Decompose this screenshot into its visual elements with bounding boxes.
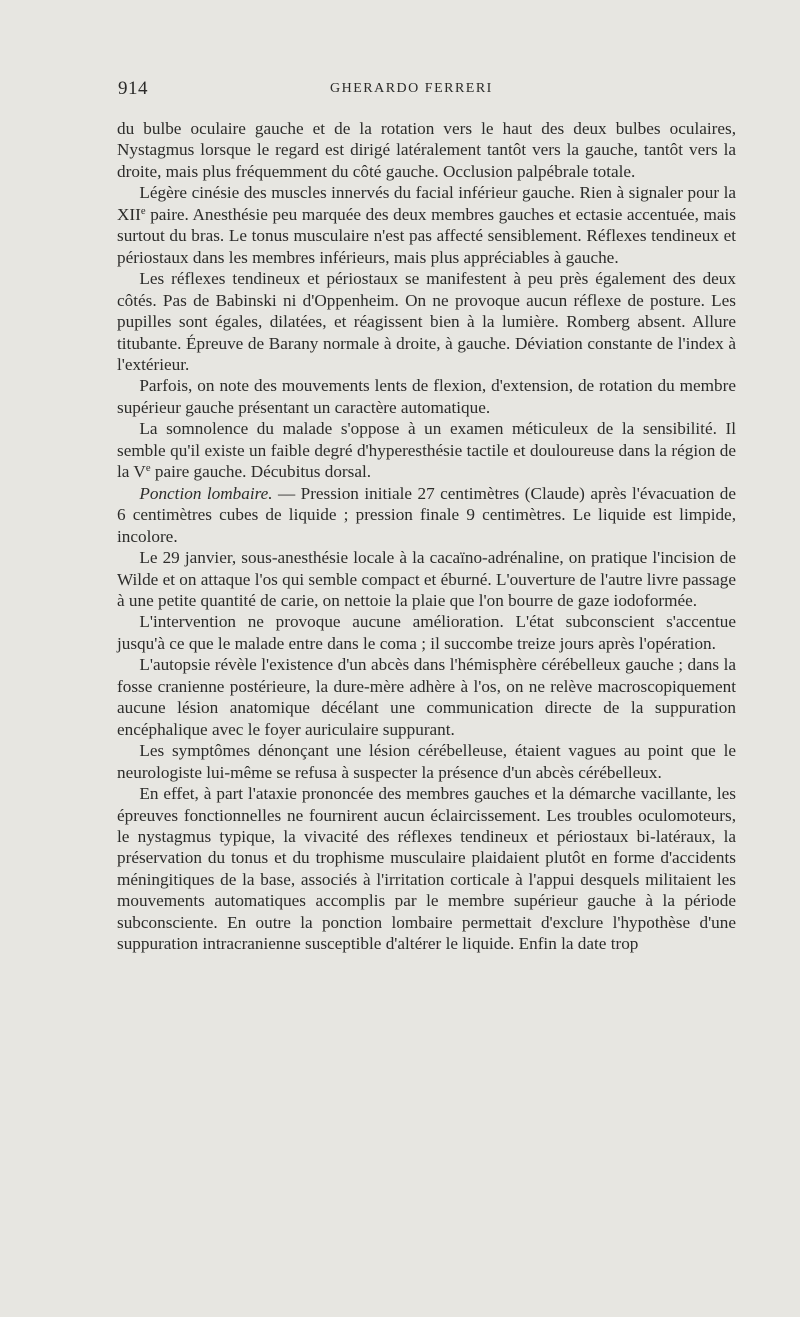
running-head: GHERARDO FERRERI: [330, 81, 493, 96]
paragraph-text: Les réflexes tendineux et périostaux se manifestent à peu près également des deux côtés. Pas de Babinski ni d'Oppenheim. On ne provoque aucun réflexe de posture. Les pupilles sont égales, dilatées, et réagissent bien à la lumière. Romberg absent. Allure titubante. Épreuve de Barany normale à droite, à gauche. Déviation constante de l'index à l'extérieur.: [117, 269, 736, 374]
paragraph-text: L'intervention ne provoque aucune amélioration. L'état subconscient s'accentue jusqu'à ce que le malade entre dans le coma ; il succombe treize jours après l'opération.: [117, 612, 736, 653]
paragraph-text: La somnolence du malade s'oppose à un examen méticuleux de la sensibilité. Il semble qu'il existe un faible degré d'hyperesthésie tactile et douloureuse dans la région de la V: [117, 419, 736, 482]
paragraph-text: Les symptômes dénonçant une lésion cérébelleuse, étaient vagues au point que le neurologiste lui-même se refusa à suspecter la présence d'un abcès cérébelleux.: [117, 741, 736, 782]
paragraph-7: [117, 547, 736, 611]
paragraph-1: [117, 118, 736, 182]
paragraph-text: paire. Anesthésie peu marquée des deux membres gauches et ectasie accentuée, mais surtout du bras. Le tonus musculaire n'est pas affecté sensiblement. Réflexes tendineux et périostaux dans les membres inférieurs, mais plus appréciables à gauche.: [117, 204, 736, 267]
paragraph-2: [117, 182, 736, 268]
paragraph-9: [117, 654, 736, 740]
superscript: e: [145, 463, 151, 475]
paragraph-text: Parfois, on note des mouvements lents de flexion, d'extension, de rotation du membre supérieur gauche présentant un caractère automatique.: [117, 376, 736, 417]
paragraph-4: [117, 375, 736, 418]
paragraph-10: [117, 740, 736, 783]
page-header: [118, 78, 738, 102]
paragraph-8: [117, 611, 736, 654]
paragraph-text: paire gauche. Décubitus dorsal.: [150, 462, 372, 482]
paragraph-text: Le 29 janvier, sous-anesthésie locale à la cacaïno-adrénaline, on pratique l'incision de Wilde et on attaque l'os qui semble compact et éburné. L'ouverture de l'autre livre passage à une petite quantité de carie, on nettoie la plaie que l'on bourre de gaze iodoformée.: [117, 548, 737, 610]
paragraph-text: Légère cinésie des muscles innervés du facial inférieur gauche. Rien à signaler pour la XII: [117, 183, 736, 224]
paragraph-3: [117, 268, 736, 375]
section-heading-italic: Ponction lombaire.: [139, 483, 273, 503]
paragraph-text: L'autopsie révèle l'existence d'un abcès dans l'hémisphère cérébelleux gauche ; dans la fosse cranienne postérieure, la dure-mère adhère à l'os, on ne relève macroscopiquement aucune lésion anatomique décélant une communication directe de la suppuration encéphalique avec le foyer auriculaire suppurant.: [117, 655, 736, 739]
paragraph-11: [117, 783, 736, 955]
paragraph-text: En effet, à part l'ataxie prononcée des membres gauches et la démarche vacillante, les épreuves fonctionnelles ne fournirent aucun éclaircissement. Les troubles oculomoteurs, le nystagmus typique, la vivacité des réflexes tendineux et périostaux bi-latéraux, la préservation du tonus et du trophisme musculaire plaidaient plutôt en forme d'accidents méningitiques de la base, associés à l'irritation corticale à l'appui desquels militaient les mouvements automatiques accomplis par le membre supérieur gauche à la période subconsciente. En outre la ponction lombaire permettait d'exclure l'hypothèse d'une suppuration intracranienne susceptible d'altérer le liquide. Enfin la date trop: [117, 784, 736, 954]
superscript: e: [140, 205, 146, 217]
page-number: 914: [118, 78, 148, 99]
paragraph-text: — Pression initiale 27 centimètres (Claude) après l'évacuation de 6 centimètres cubes de liquide ; pression finale 9 centimètres. Le liquide est limpide, incolore.: [117, 483, 736, 546]
paragraph-text: du bulbe oculaire gauche et de la rotation vers le haut des deux bulbes oculaires, Nystagmus lorsque le regard est dirigé latéralement tantôt vers la gauche, tantôt vers la droite, mais plus fréquemment du côté gauche. Occlusion palpébrale totale.: [117, 119, 736, 181]
body-text: [117, 118, 736, 955]
paragraph-6: [117, 483, 736, 547]
paragraph-5: [117, 418, 736, 482]
